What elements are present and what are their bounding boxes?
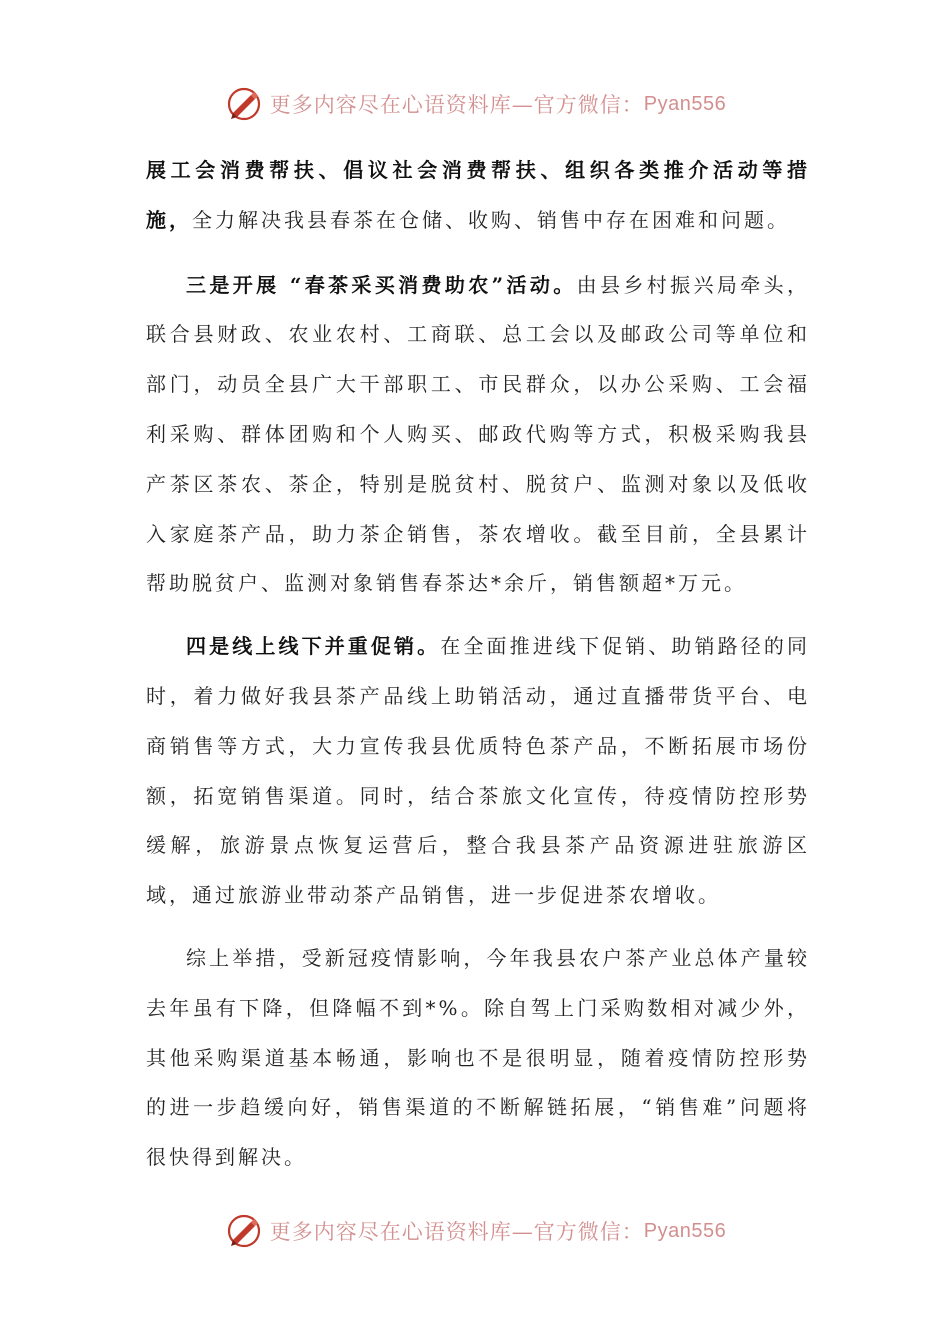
watermark-text: 更多内容尽在心语资料库—官方微信： bbox=[269, 93, 644, 117]
header-watermark bbox=[0, 82, 950, 126]
pen-logo-icon bbox=[224, 1211, 264, 1251]
paragraph-3 bbox=[146, 622, 810, 921]
paragraph-1 bbox=[146, 146, 810, 246]
paragraph-2 bbox=[146, 261, 810, 610]
paragraph-3-lead: 四是线上线下并重促销。 bbox=[186, 634, 441, 659]
paragraph-4 bbox=[146, 934, 810, 1183]
watermark-text: 更多内容尽在心语资料库—官方微信： bbox=[269, 1220, 644, 1244]
paragraph-1-lead: 展工会消费帮扶、倡议社会消费帮扶、组织各类推介活动等措施， bbox=[146, 158, 810, 232]
paragraph-1-body: 全力解决我县春茶在仓储、收购、销售中存在困难和问题。 bbox=[192, 207, 790, 232]
paragraph-2-lead: 三是开展 “春茶采买消费助农”活动。 bbox=[186, 272, 577, 297]
pen-logo-icon bbox=[224, 84, 264, 124]
watermark-wechat-id: Pyan556 bbox=[643, 1219, 727, 1242]
paragraph-3-body: 在全面推进线下促销、助销路径的同时，着力做好我县茶产品线上助销活动，通过直播带货平台、电商销售等方式，大力宣传我县优质特色茶产品，不断拓展市场份额，拓宽销售渠道。同时，结合茶旅文化宣传，待疫情防控形势缓解，旅游景点恢复运营后，整合我县茶产品资源进驻旅游区域，通过旅游业带动茶产品销售，进一步促进茶农增收。 bbox=[146, 634, 811, 908]
paragraph-2-body: 由县乡村振兴局牵头，联合县财政、农业农村、工商联、总工会以及邮政公司等单位和部门，动员全县广大干部职工、市民群众，以办公采购、工会福利采购、群体团购和个人购买、邮政代购等方式，积极采购我县产茶区茶农、茶企，特别是脱贫村、脱贫户、监测对象以及低收入家庭茶产品，助力茶企销售，茶农增收。截至目前，全县累计帮助脱贫户、监测对象销售春茶达*余斤，销售额超*万元。 bbox=[146, 272, 810, 596]
paragraph-4-body: 综上举措，受新冠疫情影响，今年我县农户茶产业总体产量较去年虽有下降，但降幅不到*%。除自驾上门采购数相对减少外，其他采购渠道基本畅通，影响也不是很明显，随着疫情防控形势的进一步趋缓向好，销售渠道的不断解链拓展，“销售难”问题将很快得到解决。 bbox=[146, 945, 810, 1170]
footer-watermark bbox=[0, 1209, 950, 1253]
document-body bbox=[146, 146, 810, 1183]
watermark-wechat-id: Pyan556 bbox=[643, 92, 727, 115]
